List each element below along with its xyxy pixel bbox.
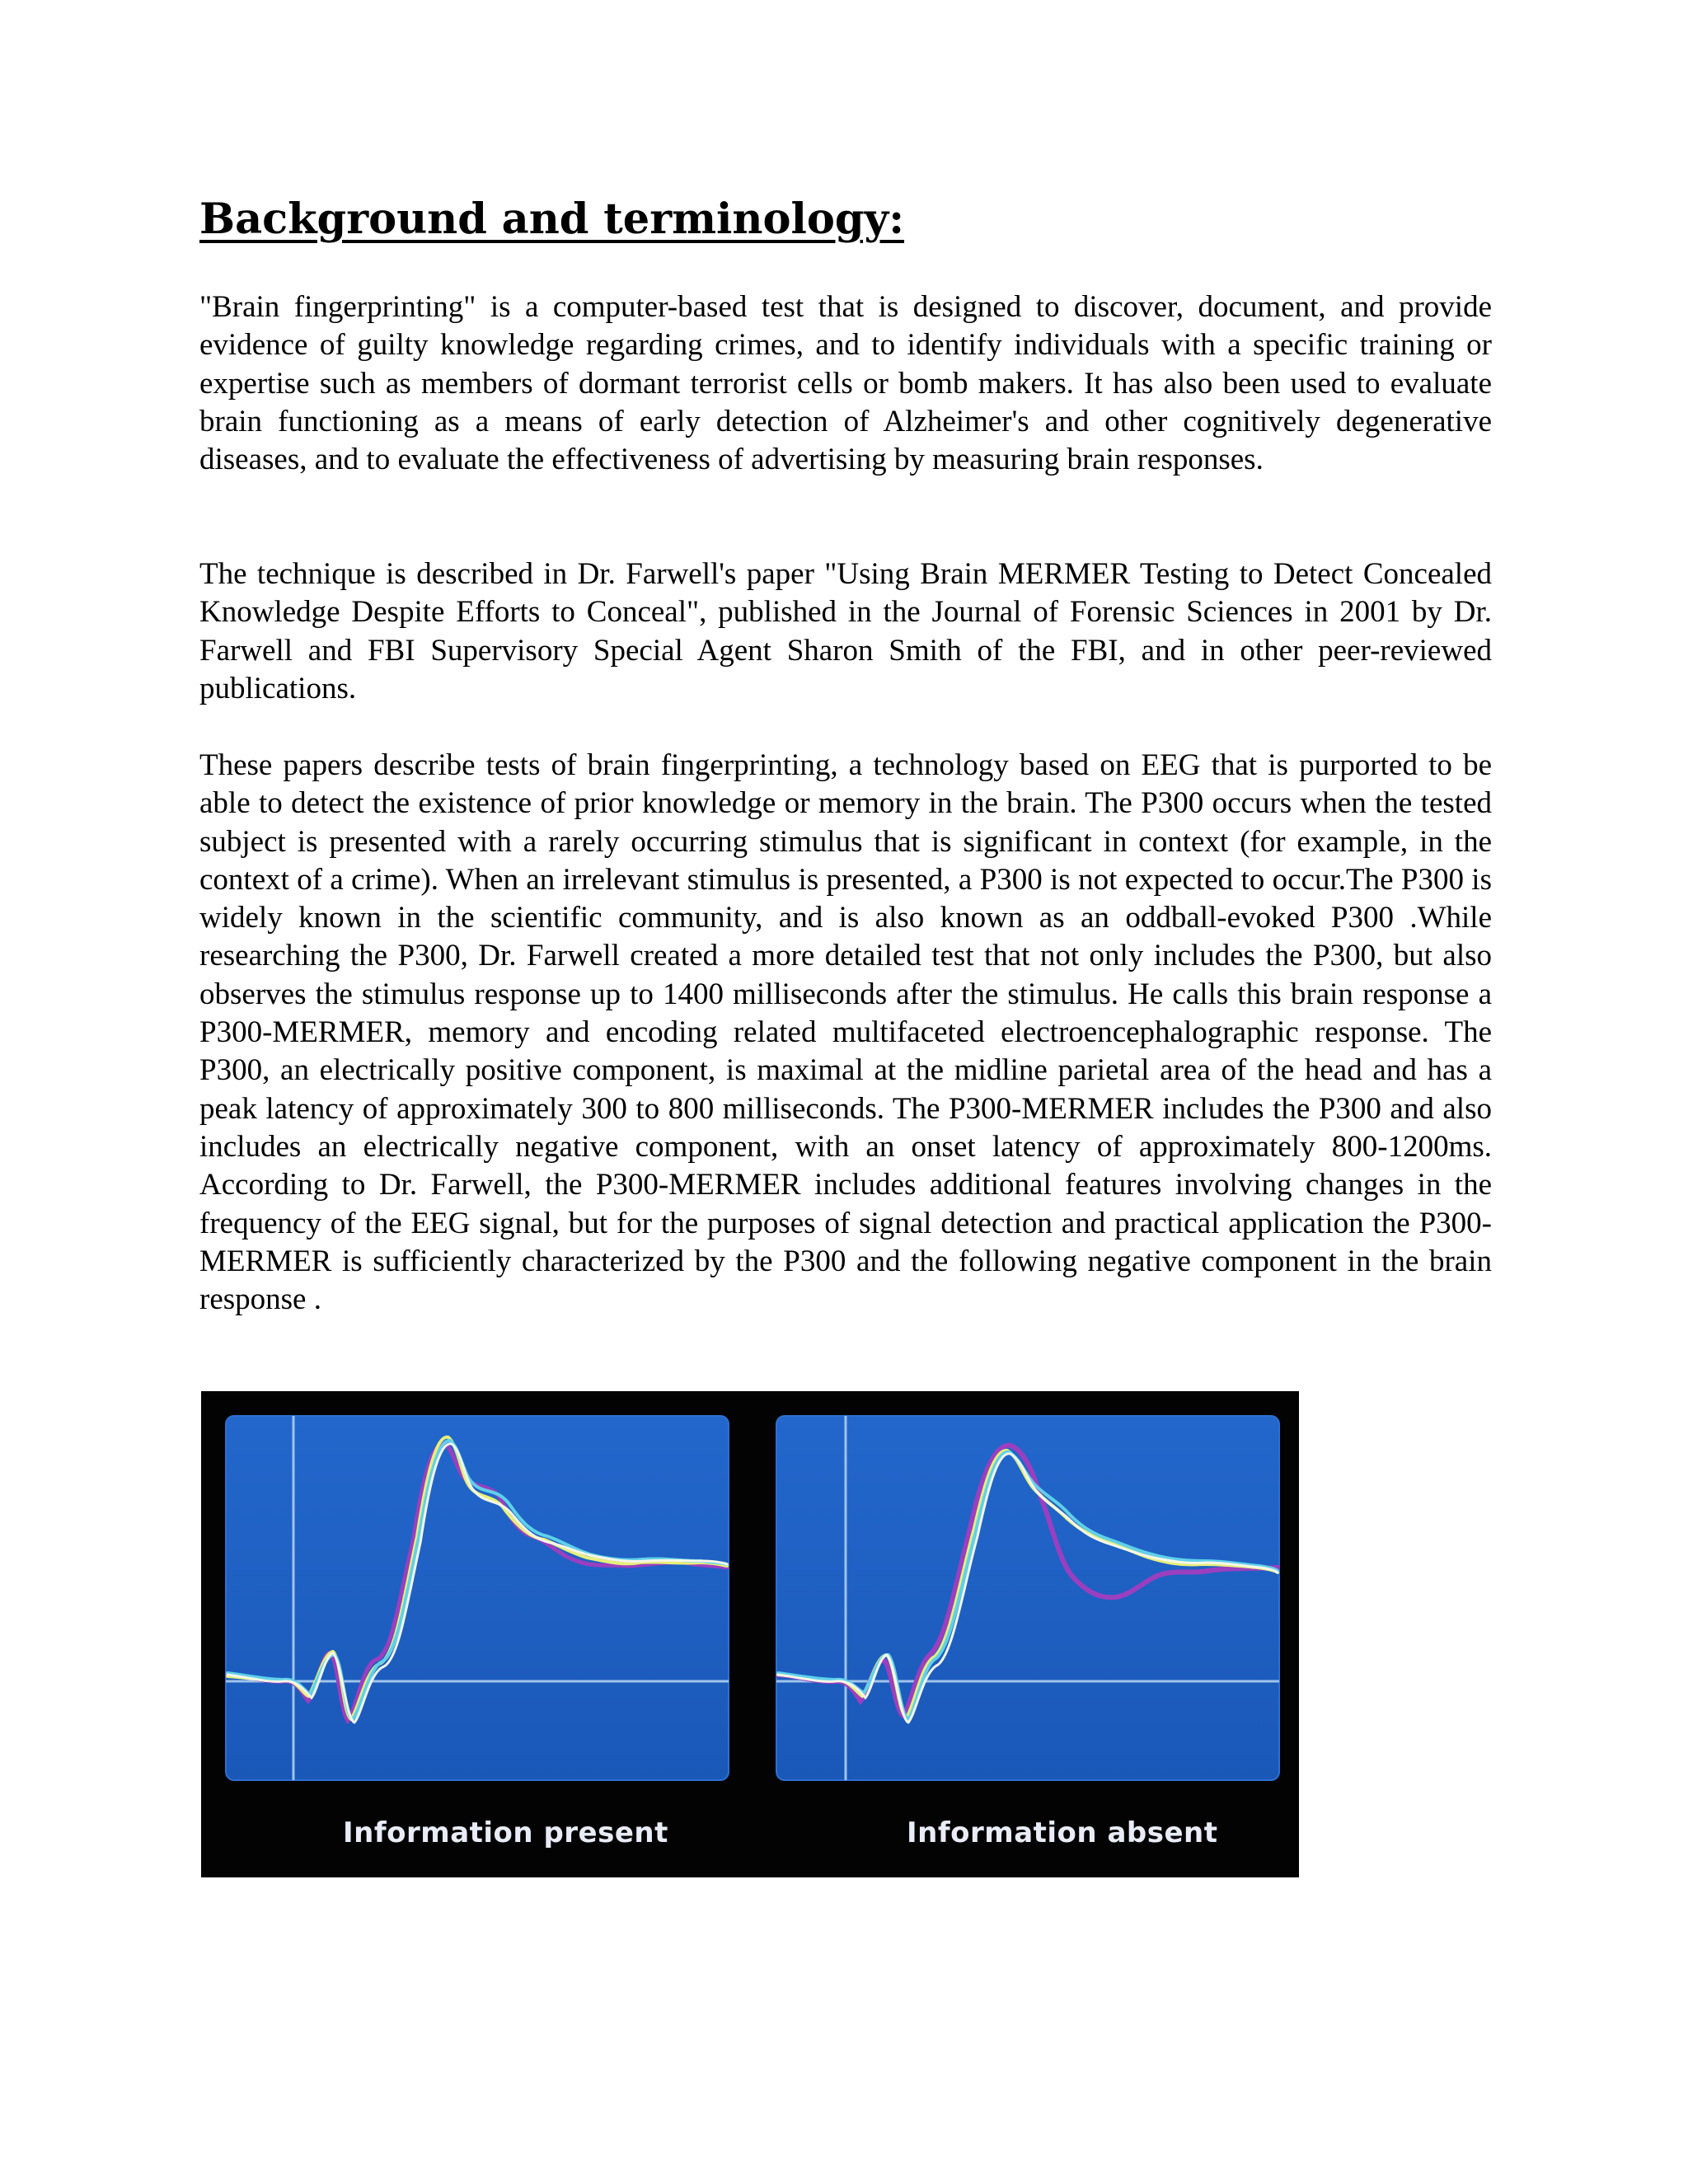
- paragraph-technique: The technique is described in Dr. Farwell's paper "Using Brain MERMER Testing to Detect Concealed Knowledge Despite Efforts to Conceal", published in the Journal of Forensic Sciences in 2001 by Dr. Farwell and FBI Supervisory Special Agent Sharon Smith of the FBI, and in other peer-reviewed publications.: [199, 557, 1492, 705]
- section-heading: Background and terminology:: [199, 194, 905, 244]
- eeg-waveform-graphic: [201, 1391, 1299, 1877]
- label-information-absent: Information absent: [907, 1816, 1218, 1849]
- panel-information-present: [226, 1416, 729, 1780]
- label-information-present: Information present: [343, 1816, 668, 1849]
- eeg-figure: [201, 1391, 1299, 1877]
- paragraph-intro: "Brain fingerprinting" is a computer-based test that is designed to discover, document, and provide evidence of guilty knowledge regarding crimes, and to identify individuals with a specific training or expertise such as members of dormant terrorist cells or bomb makers. It has also been used to evaluate brain functioning as a means of early detection of Alzheimer's and other cognitively degenerative diseases, and to evaluate the effectiveness of advertising by measuring brain responses.: [199, 290, 1492, 477]
- panel-information-absent: [776, 1416, 1279, 1780]
- paragraph-p300: These papers describe tests of brain fingerprinting, a technology based on EEG that is purported to be able to detect the existence of prior knowledge or memory in the brain. The P300 occurs when the tested subject is presented with a rarely occurring stimulus that is significant in context (for example, in the context of a crime). When an irrelevant stimulus is presented, a P300 is not expected to occur.The P300 is widely known in the scientific community, and is also known as an oddball-evoked P300 .While researching the P300, Dr. Farwell created a more detailed test that not only includes the P300, but also observes the stimulus response up to 1400 milliseconds after the stimulus. He calls this brain response a P300-MERMER, memory and encoding related multifaceted electroencephalographic response. The P300, an electrically positive component, is maximal at the midline parietal area of the head and has a peak latency of approximately 300 to 800 milliseconds. The P300-MERMER includes the P300 and also includes an electrically negative component, with an onset latency of approximately 800-1200ms. According to Dr. Farwell, the P300-MERMER includes additional features involving changes in the frequency of the EEG signal, but for the purposes of signal detection and practical application the P300-MERMER is sufficiently characterized by the P300 and the following negative component in the brain response .: [199, 748, 1492, 1317]
